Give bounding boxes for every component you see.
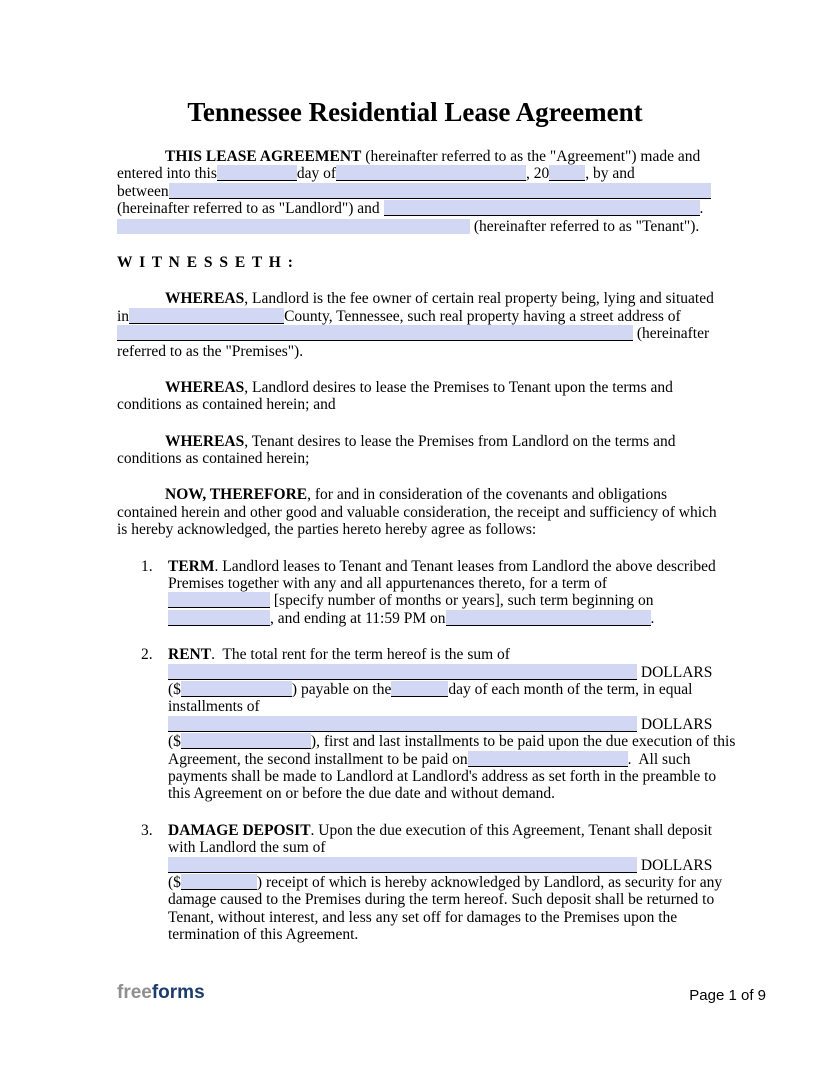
- body-text: . Upon the due execution of this Agreement, Tenant shall deposit: [310, 821, 713, 839]
- doc-line: [168, 664, 713, 681]
- doc-line: [168, 873, 723, 891]
- body-text: . Landlord leases to Tenant and Tenant leases from Landlord the above described: [214, 557, 716, 575]
- body-text: [specify number of months or years], such term beginning on: [270, 592, 654, 610]
- body-text: (hereinafter: [633, 325, 710, 343]
- field-rent-due-day[interactable]: [391, 681, 448, 697]
- doc-line: [117, 183, 713, 200]
- document-body: [117, 97, 736, 962]
- body-text: , 20: [526, 165, 550, 183]
- list-item-number: 1.: [141, 557, 153, 575]
- doc-line: [168, 909, 713, 926]
- field-street-address[interactable]: [117, 325, 633, 341]
- body-text: (hereinafter referred to as "Landlord") and: [117, 200, 384, 218]
- field-year[interactable]: [549, 165, 585, 181]
- body-text: day of each month of the term, in equal: [448, 680, 693, 698]
- field-term-length[interactable]: [168, 592, 270, 608]
- bold-text: DAMAGE DEPOSIT: [168, 821, 311, 839]
- body-text: ($: [168, 680, 181, 698]
- freeforms-logo: [117, 982, 205, 1004]
- doc-line: [168, 681, 713, 698]
- field-deposit-amount[interactable]: [181, 874, 257, 890]
- body-text: DOLLARS: [637, 856, 713, 874]
- body-text: ($: [168, 733, 181, 751]
- body-text: , Tenant desires to lease the Premises from Landlord on the terms and: [244, 432, 676, 450]
- doc-line: [117, 308, 713, 325]
- doc-line: [168, 926, 713, 943]
- doc-line: [117, 503, 717, 521]
- doc-line: [168, 716, 713, 733]
- damage-deposit-clause: [117, 821, 723, 944]
- body-text: this Agreement on or before the due date and without demand.: [168, 785, 555, 803]
- body-text: with Landlord the sum of: [168, 839, 326, 857]
- field-deposit-words[interactable]: [168, 857, 637, 873]
- field-rent-words[interactable]: [168, 664, 637, 680]
- body-text: is hereby acknowledged, the parties hereto hereby agree as follows:: [117, 521, 537, 539]
- body-text: damage caused to the Premises during the term hereof. Such deposit shall be returned to: [168, 891, 715, 909]
- logo-free-text: free: [117, 982, 152, 1003]
- body-text: in: [117, 307, 130, 325]
- body-text: referred to as the "Premises").: [117, 342, 304, 360]
- doc-line: [168, 839, 713, 856]
- body-text: payments shall be made to Landlord at Landlord's address as set forth in the preamble to: [168, 767, 717, 785]
- whereas-tenant-paragraph: [117, 433, 713, 468]
- body-text: , by and: [585, 165, 635, 183]
- body-text: , for and in consideration of the covenants and obligations: [307, 486, 667, 504]
- doc-line: [168, 767, 717, 785]
- field-tenant-name[interactable]: [117, 219, 470, 234]
- bold-text: THIS LEASE AGREEMENT: [165, 148, 362, 165]
- field-landlord-address[interactable]: [384, 200, 700, 216]
- doc-line: [117, 218, 713, 235]
- bold-text: WHEREAS: [165, 290, 245, 308]
- body-text: County, Tennessee, such real property having a street address of: [284, 307, 681, 325]
- body-text: .: [699, 200, 704, 218]
- doc-line: [117, 379, 713, 396]
- bold-text: TERM: [168, 557, 215, 575]
- page-number: Page 1 of 9: [689, 987, 766, 1004]
- field-second-installment-date[interactable]: [468, 751, 628, 767]
- doc-line: [117, 343, 713, 360]
- body-text: Premises together with any and all appurtenances thereto, for a term of: [168, 575, 608, 593]
- preamble-paragraph: [117, 148, 713, 235]
- body-text: ) receipt of which is hereby acknowledged by Landlord, as security for any: [256, 873, 723, 891]
- doc-line: [168, 698, 713, 715]
- doc-line: [117, 521, 713, 538]
- doc-line: [168, 575, 713, 592]
- doc-line: [117, 396, 713, 413]
- body-text: installments of: [168, 698, 260, 716]
- doc-line: [168, 751, 713, 768]
- logo-forms-text: forms: [151, 982, 205, 1003]
- witnesseth-heading: [117, 254, 713, 271]
- bold-text: W I T N E S S E T H :: [117, 253, 295, 271]
- list-item-number: 3.: [141, 821, 153, 839]
- doc-line: [117, 450, 713, 467]
- doc-line: [168, 610, 713, 627]
- body-text: . All such: [627, 750, 691, 768]
- doc-line: [117, 165, 713, 182]
- field-term-end-date[interactable]: [446, 610, 651, 626]
- doc-line: [168, 785, 713, 802]
- body-text: , and ending at 11:59 PM on: [270, 609, 446, 627]
- body-text: DOLLARS: [637, 715, 713, 733]
- doc-line: [117, 290, 713, 307]
- body-text: conditions as contained herein; and: [117, 396, 336, 414]
- body-text: , Landlord desires to lease the Premises to Tenant upon the terms and: [244, 378, 673, 396]
- doc-line: [168, 891, 713, 908]
- whereas-landlord-paragraph: [117, 379, 713, 414]
- rent-clause: [117, 646, 736, 803]
- doc-line: [117, 200, 713, 217]
- body-text: Agreement, the second installment to be paid on: [168, 750, 468, 768]
- field-rent-amount[interactable]: [181, 681, 292, 697]
- body-text: (hereinafter referred to as the "Agreement") made and: [361, 148, 701, 165]
- whereas-owner-paragraph: [117, 290, 713, 360]
- field-landlord-name[interactable]: [169, 183, 711, 199]
- doc-line: [168, 822, 713, 839]
- body-text: . The total rent for the term hereof is the sum of: [211, 646, 510, 664]
- field-day[interactable]: [217, 165, 297, 181]
- field-county[interactable]: [129, 308, 284, 324]
- doc-line: [168, 592, 713, 609]
- body-text: contained herein and other good and valuable consideration, the receipt and sufficiency of which: [117, 503, 717, 521]
- body-text: DOLLARS: [637, 663, 713, 681]
- list-item-number: 2.: [141, 646, 153, 664]
- bold-text: NOW, THEREFORE: [165, 486, 308, 504]
- field-installment-words[interactable]: [168, 716, 637, 732]
- bold-text: WHEREAS: [165, 432, 245, 450]
- doc-line: [117, 148, 713, 165]
- term-clause: [117, 557, 716, 628]
- doc-line: [168, 646, 713, 663]
- body-text: ($: [168, 873, 181, 891]
- field-installment-amount[interactable]: [181, 733, 311, 749]
- body-text: conditions as contained herein;: [117, 450, 310, 468]
- body-text: ) payable on the: [291, 680, 392, 698]
- page-title: Tennessee Residential Lease Agreement: [187, 97, 643, 127]
- body-text: (hereinafter referred to as "Tenant").: [470, 217, 700, 235]
- body-text: between: [117, 182, 169, 200]
- doc-line: [168, 733, 736, 751]
- body-text: .: [650, 609, 655, 627]
- body-text: entered into this: [117, 165, 217, 183]
- doc-line: [117, 254, 713, 271]
- doc-line: [168, 857, 713, 874]
- bold-text: WHEREAS: [165, 378, 245, 396]
- now-therefore-paragraph: [117, 486, 717, 539]
- doc-line: [168, 557, 716, 575]
- doc-line: [117, 486, 713, 503]
- body-text: Tenant, without interest, and less any set off for damages to the Premises upon the: [168, 908, 678, 926]
- doc-line: [117, 433, 713, 450]
- field-term-start-date[interactable]: [168, 610, 270, 626]
- body-text: termination of this Agreement.: [168, 926, 359, 944]
- doc-line: [117, 325, 713, 342]
- body-text: ), first and last installments to be paid upon the due execution of this: [310, 733, 736, 751]
- field-month[interactable]: [336, 165, 526, 181]
- body-text: , Landlord is the fee owner of certain real property being, lying and situated: [244, 290, 714, 308]
- body-text: day of: [296, 165, 337, 183]
- bold-text: RENT: [168, 646, 212, 664]
